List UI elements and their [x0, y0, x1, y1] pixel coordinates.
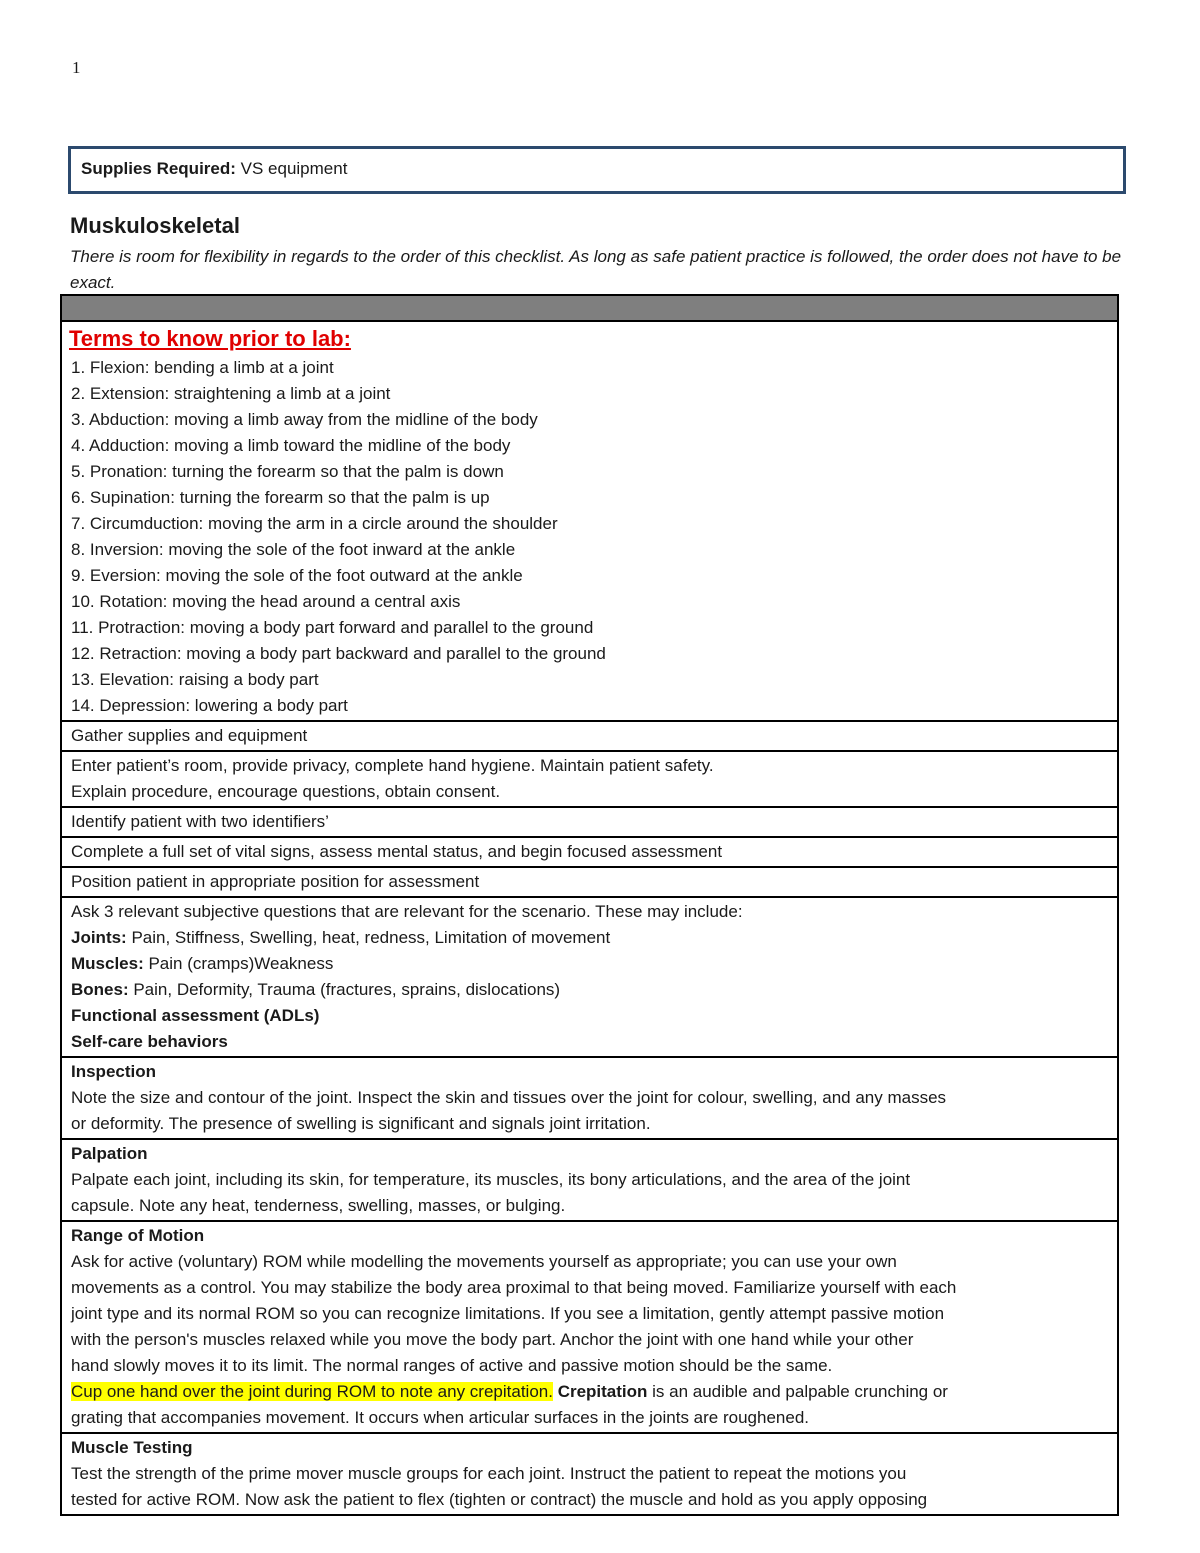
rom-cell [61, 1221, 1118, 1433]
inspection-title: Inspection [71, 1062, 157, 1081]
muscles-label: Muscles: [71, 954, 144, 973]
supplies-label: Supplies Required: [81, 159, 236, 178]
header-cell [61, 295, 1118, 321]
term-item: 12. Retraction: moving a body part backward and parallel to the ground [71, 644, 606, 663]
crepitation-text: is an audible and palpable crunching or [647, 1382, 948, 1401]
step-row [61, 1139, 1118, 1221]
muscle-line: Test the strength of the prime mover muscle groups for each joint. Instruct the patient to repeat the motions you [71, 1464, 907, 1483]
term-item: 6. Supination: turning the forearm so that the palm is up [71, 488, 490, 507]
rom-crepitation-line [71, 1379, 1108, 1405]
subjective-cell [61, 897, 1118, 1057]
term-item: 2. Extension: straightening a limb at a joint [71, 384, 391, 403]
palpation-cell [61, 1139, 1118, 1221]
subjective-intro: Ask 3 relevant subjective questions that are relevant for the scenario. These may include: [71, 902, 743, 921]
rom-line: movements as a control. You may stabilize the body area proximal to that being moved. Familiarize yourself with each [71, 1278, 957, 1297]
identify-cell [61, 807, 1118, 837]
identify-text: Identify patient with two identifiers’ [71, 812, 329, 831]
step-row [61, 1433, 1118, 1515]
term-item: 5. Pronation: turning the forearm so that the palm is down [71, 462, 504, 481]
step-row [61, 1057, 1118, 1139]
term-item: 13. Elevation: raising a body part [71, 670, 319, 689]
inspection-line: Note the size and contour of the joint. Inspect the skin and tissues over the joint for colour, swelling, and any masses [71, 1088, 947, 1107]
step-row [61, 807, 1118, 837]
step-row [61, 721, 1118, 751]
joints-text: Pain, Stiffness, Swelling, heat, redness, Limitation of movement [126, 928, 611, 947]
terms-row [61, 321, 1118, 721]
step-row [61, 751, 1118, 807]
muscle-cell [61, 1433, 1118, 1515]
rom-line: joint type and its normal ROM so you can recognize limitations. If you see a limitation, gently attempt passive motion [71, 1304, 945, 1323]
enter-text-1: Enter patient’s room, provide privacy, complete hand hygiene. Maintain patient safety. [71, 756, 714, 775]
term-item: 10. Rotation: moving the head around a central axis [71, 592, 461, 611]
term-item: 8. Inversion: moving the sole of the foot inward at the ankle [71, 540, 516, 559]
rom-title: Range of Motion [71, 1226, 205, 1245]
step-row [61, 1221, 1118, 1433]
step-row [61, 897, 1118, 1057]
enter-cell [61, 751, 1118, 807]
terms-heading: Terms to know prior to lab: [69, 326, 351, 351]
rom-line: hand slowly moves it to its limit. The normal ranges of active and passive motion should be the same. [71, 1356, 833, 1375]
step-row [61, 837, 1118, 867]
rom-line: grating that accompanies movement. It occurs when articular surfaces in the joints are roughened. [71, 1408, 809, 1427]
bones-label: Bones: [71, 980, 129, 999]
muscle-line: tested for active ROM. Now ask the patient to flex (tighten or contract) the muscle and hold as you apply opposing [71, 1490, 928, 1509]
muscles-line [71, 951, 1108, 977]
term-item: 14. Depression: lowering a body part [71, 696, 348, 715]
joints-label: Joints: [71, 928, 127, 947]
highlighted-text: Cup one hand over the joint during ROM to note any crepitation. [71, 1382, 553, 1401]
position-cell [61, 867, 1118, 897]
page-number: 1 [72, 58, 81, 77]
palpation-title: Palpation [71, 1144, 148, 1163]
vitals-cell [61, 837, 1118, 867]
enter-text-2: Explain procedure, encourage questions, obtain consent. [71, 782, 501, 801]
term-item: 4. Adduction: moving a limb toward the midline of the body [71, 436, 511, 455]
term-item: 3. Abduction: moving a limb away from the midline of the body [71, 410, 538, 429]
supplies-box [68, 146, 1126, 194]
term-item: 9. Eversion: moving the sole of the foot outward at the ankle [71, 566, 523, 585]
rom-line: Ask for active (voluntary) ROM while modelling the movements yourself as appropriate; you can use your own [71, 1252, 897, 1271]
crepitation-label: Crepitation [552, 1382, 648, 1401]
joints-line [71, 925, 1108, 951]
bones-text: Pain, Deformity, Trauma (fractures, sprains, dislocations) [128, 980, 561, 999]
palpation-line: capsule. Note any heat, tenderness, swelling, masses, or bulging. [71, 1196, 566, 1215]
vitals-text: Complete a full set of vital signs, assess mental status, and begin focused assessment [71, 842, 723, 861]
gather-cell [61, 721, 1118, 751]
intro-text: There is room for flexibility in regards to the order of this checklist. As long as safe patient practice is followed, the order does not have to be exact. [70, 247, 1122, 292]
rom-line: with the person's muscles relaxed while you move the body part. Anchor the joint with one hand while your other [71, 1330, 914, 1349]
term-item: 11. Protraction: moving a body part forward and parallel to the ground [71, 618, 594, 637]
selfcare-text: Self-care behaviors [71, 1032, 228, 1051]
functional-text: Functional assessment (ADLs) [71, 1006, 320, 1025]
bones-line [71, 977, 1108, 1003]
header-row [61, 295, 1118, 321]
position-text: Position patient in appropriate position for assessment [71, 872, 480, 891]
terms-cell [61, 321, 1118, 721]
step-row [61, 867, 1118, 897]
gather-text: Gather supplies and equipment [71, 726, 308, 745]
palpation-line: Palpate each joint, including its skin, for temperature, its muscles, its bony articulations, and the area of the joint [71, 1170, 911, 1189]
muscles-text: Pain (cramps)Weakness [143, 954, 334, 973]
checklist-table [60, 294, 1119, 1516]
section-title: Muskuloskeletal [70, 213, 240, 238]
supplies-value: VS equipment [235, 159, 348, 178]
term-item: 7. Circumduction: moving the arm in a circle around the shoulder [71, 514, 558, 533]
inspection-cell [61, 1057, 1118, 1139]
muscle-title: Muscle Testing [71, 1438, 193, 1457]
term-item: 1. Flexion: bending a limb at a joint [71, 358, 334, 377]
inspection-line: or deformity. The presence of swelling is significant and signals joint irritation. [71, 1114, 651, 1133]
